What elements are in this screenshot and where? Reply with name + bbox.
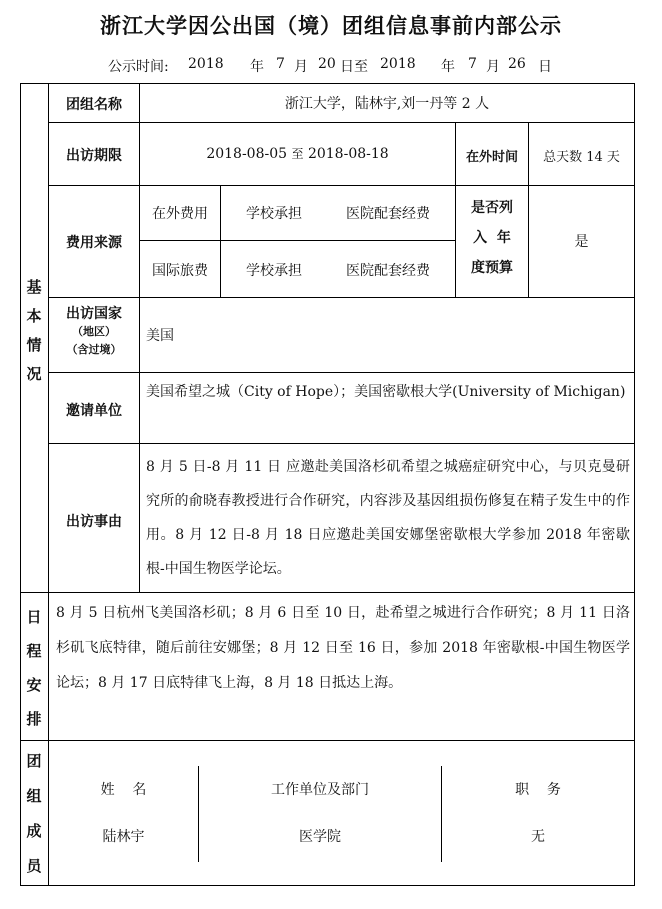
members-label: 团组成员 <box>26 752 42 875</box>
members-header-name: 姓 名 <box>100 782 147 798</box>
member-name: 陆林宇 <box>102 829 145 845</box>
announce-end-day: 26 <box>508 56 526 72</box>
announce-end-year: 2018 <box>380 56 416 72</box>
country-label-sub-1: （地区） <box>72 325 116 338</box>
announce-yue-1: 月 <box>294 59 308 75</box>
budget-label-line-2: 入 年 <box>473 230 511 246</box>
abroad-time-value: 总天数 14 天 <box>543 150 620 165</box>
announce-start-month: 7 <box>276 56 285 72</box>
funding-bearer-1: 学校承担 <box>246 206 302 222</box>
funding-label: 费用来源 <box>66 235 122 251</box>
country-label-sub-2: （含过境） <box>66 343 122 356</box>
team-name-label: 团组名称 <box>66 97 122 113</box>
funding-source-1: 医院配套经费 <box>346 206 430 222</box>
period-to: 至 <box>291 147 304 161</box>
basic-section-label: 基本情况 <box>26 278 42 383</box>
abroad-time-label: 在外时间 <box>465 150 518 165</box>
period-label: 出访期限 <box>66 148 122 164</box>
country-label <box>49 305 139 359</box>
announce-end-month: 7 <box>468 56 477 72</box>
funding-bearer-2: 学校承担 <box>246 263 302 279</box>
announce-label: 公示时间: <box>108 59 169 75</box>
budget-label-line-3: 度预算 <box>471 260 513 276</box>
announce-start-year: 2018 <box>188 56 224 72</box>
funding-source-2: 医院配套经费 <box>346 263 430 279</box>
page-title: 浙江大学因公出国（境）团组信息事前内部公示 <box>100 14 562 38</box>
budget-value: 是 <box>574 234 589 250</box>
announce-nian-2: 年 <box>441 59 455 75</box>
budget-label-line-1: 是否列 <box>471 200 513 216</box>
funding-type-1: 在外费用 <box>152 206 208 222</box>
country-value: 美国 <box>146 328 174 344</box>
members-header-unit: 工作单位及部门 <box>271 782 369 798</box>
inviter-value: 美国希望之城（City of Hope）；美国密歇根大学(University of Michigan) <box>146 384 626 400</box>
period-value <box>140 145 455 162</box>
funding-type-2: 国际旅费 <box>152 263 208 279</box>
team-name-value: 浙江大学，陆林宇,刘一丹等 2 人 <box>284 96 490 112</box>
reason-value: 8 月 5 日-8 月 11 日 应邀赴美国洛杉矶希望之城癌症研究中心，与贝克曼研究所的俞晓春教授进行合作研究，内容涉及基因组损伤修复在精子发生中的作用。8 月 12 日-8 月 18 日应邀赴美国安娜堡密歇根大学参加 2018 年密歇根-中国生物医学论坛。 <box>146 459 630 577</box>
announce-to: 日至 <box>340 59 368 75</box>
announce-nian-1: 年 <box>250 59 264 75</box>
inviter-label: 邀请单位 <box>66 403 122 419</box>
announce-start-day: 20 <box>318 56 336 72</box>
period-end: 2018-08-18 <box>307 146 389 162</box>
schedule-label: 日程安排 <box>26 608 42 728</box>
member-unit: 医学院 <box>299 829 341 845</box>
budget-label <box>456 193 528 283</box>
members-header-title: 职 务 <box>515 782 561 798</box>
country-label-main: 出访国家 <box>66 306 122 322</box>
reason-label: 出访事由 <box>66 514 122 530</box>
period-start: 2018-08-05 <box>206 146 288 162</box>
announce-ri: 日 <box>538 59 552 75</box>
schedule-text: 8 月 5 日杭州飞美国洛杉矶；8 月 6 日至 10 日，赴希望之城进行合作研究；8 月 11 日洛杉矶飞底特律，随后前往安娜堡；8 月 12 日至 16 日，参加 2018 年密歇根-中国生物医学论坛；8 月 17 日底特律飞上海，8 月 18 日抵达上海。 <box>56 605 630 691</box>
member-title: 无 <box>531 829 545 845</box>
announce-yue-2: 月 <box>486 59 500 75</box>
